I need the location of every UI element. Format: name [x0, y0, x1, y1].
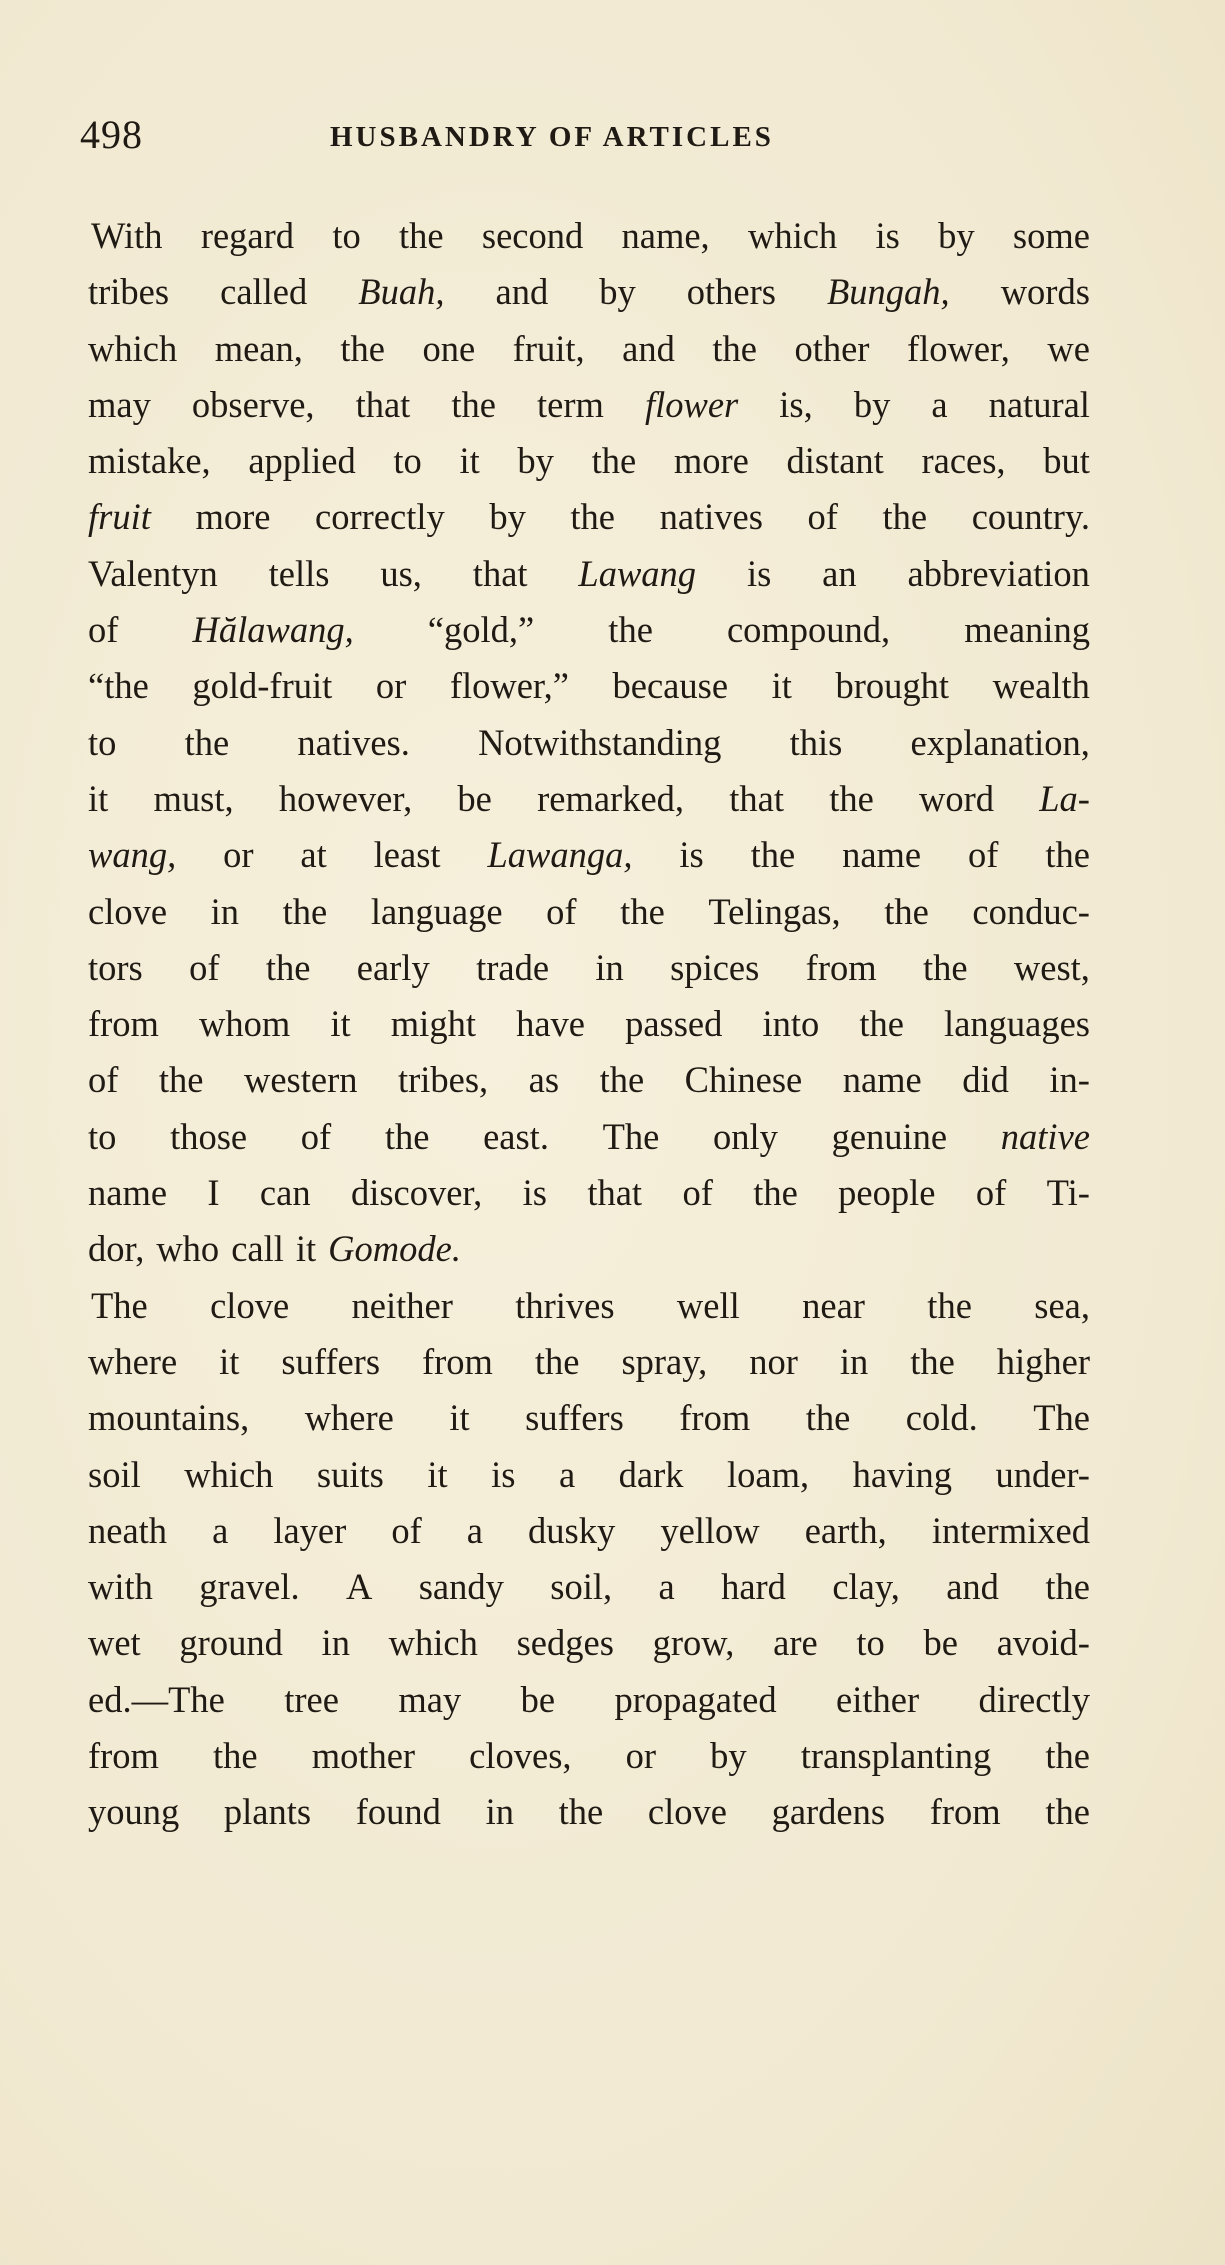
word: least [373, 834, 441, 876]
word: Chinese [684, 1059, 803, 1101]
word: of [975, 1172, 1007, 1214]
word: called [220, 271, 308, 313]
word: the [282, 890, 328, 932]
word: the [927, 1284, 972, 1326]
word: in [595, 946, 624, 988]
word: conduc- [972, 890, 1090, 932]
word: the [1045, 1791, 1090, 1833]
word: might [390, 1003, 476, 1045]
word: name [842, 1059, 922, 1101]
word: it [295, 1228, 317, 1270]
word: cold. [905, 1397, 978, 1439]
word: may [88, 383, 151, 425]
word: it [427, 1453, 448, 1495]
word: name [842, 834, 922, 876]
word: The [1033, 1397, 1090, 1439]
word: as [528, 1059, 560, 1101]
word: the [922, 946, 968, 988]
word: by [710, 1735, 747, 1777]
word: clay, [832, 1566, 900, 1608]
word: the [608, 609, 653, 651]
word: having [852, 1453, 952, 1495]
word: by [489, 496, 526, 538]
word: hard [721, 1566, 786, 1608]
word: name [88, 1172, 168, 1214]
word: by [938, 215, 975, 256]
word: applied [248, 440, 356, 482]
word: the [620, 890, 665, 932]
word: of [807, 496, 838, 538]
word: meaning [964, 609, 1090, 651]
word: flower [644, 383, 739, 425]
word: intermixed [931, 1509, 1090, 1551]
word: wealth [992, 665, 1090, 707]
word: of [189, 946, 220, 988]
word: I [207, 1172, 220, 1214]
text-line [88, 1052, 1090, 1108]
word: term [537, 383, 604, 425]
word: either [836, 1678, 920, 1720]
word: flower, [906, 327, 1010, 369]
word: must, [153, 777, 234, 819]
word: soil [88, 1453, 141, 1495]
word: fruit [88, 496, 151, 538]
word: fruit, [512, 327, 585, 369]
word: be [520, 1678, 556, 1720]
word: western [243, 1059, 358, 1101]
text-line [88, 1221, 1090, 1277]
word: because [612, 665, 729, 707]
word: near [802, 1284, 865, 1326]
word: to [856, 1622, 885, 1664]
word: yellow [660, 1509, 760, 1551]
word: others [686, 271, 776, 313]
word: remarked, [537, 777, 685, 819]
word: well [676, 1284, 740, 1326]
word: it [771, 665, 792, 707]
word: name, [621, 215, 710, 256]
word: abbreviation [907, 552, 1090, 594]
word: from [679, 1397, 751, 1439]
text-line [88, 658, 1090, 714]
word: the [1045, 1566, 1090, 1608]
word: Notwithstanding [478, 721, 722, 763]
word: is [522, 1172, 547, 1214]
word: the [1045, 1735, 1090, 1777]
word: cloves, [469, 1735, 572, 1777]
word: loam, [727, 1453, 810, 1495]
word: west, [1013, 946, 1090, 988]
word: however, [278, 777, 413, 819]
word: sedges [516, 1622, 614, 1664]
word: in [321, 1622, 350, 1664]
word: of [300, 1115, 332, 1157]
word: the [384, 1115, 430, 1157]
word: only [713, 1115, 778, 1157]
word: and [495, 271, 549, 313]
word: more [673, 440, 749, 482]
word: found [355, 1791, 441, 1833]
word: may [398, 1678, 462, 1720]
word: dusky [528, 1509, 616, 1551]
word: it [449, 1397, 470, 1439]
word: into [762, 1003, 820, 1045]
word: soil, [550, 1566, 613, 1608]
word: Lawanga, [487, 834, 633, 876]
word: suffers [525, 1397, 624, 1439]
word: it [219, 1340, 240, 1382]
word: it [88, 777, 109, 819]
word: the [591, 440, 637, 482]
word: mother [311, 1735, 416, 1777]
word: of [88, 609, 119, 651]
word: correctly [315, 496, 445, 538]
word: or [625, 1735, 657, 1777]
word: east. [483, 1115, 549, 1157]
word: avoid- [996, 1622, 1090, 1664]
word: and [622, 327, 675, 369]
word: to [88, 721, 117, 763]
word: in [210, 890, 240, 932]
word: from [88, 1003, 159, 1045]
word: to [332, 215, 361, 256]
word: genuine [831, 1115, 948, 1157]
word: call [231, 1228, 284, 1270]
word: La- [1039, 777, 1090, 819]
word: who [156, 1228, 220, 1270]
word: explanation, [910, 721, 1090, 763]
text-line [88, 1615, 1090, 1671]
word: from [929, 1791, 1001, 1833]
word: trade [476, 946, 550, 988]
text-line [88, 321, 1090, 377]
text-line [88, 1672, 1090, 1728]
word: Lawang [578, 552, 697, 594]
page-number: 498 [80, 112, 143, 157]
word: young [88, 1791, 180, 1833]
word: Valentyn [88, 552, 218, 594]
word: or [223, 834, 254, 876]
word: suffers [281, 1340, 381, 1382]
text-line [88, 602, 1090, 658]
text-line [88, 1728, 1090, 1784]
word: flower,” [449, 665, 569, 707]
word: be [457, 777, 492, 819]
word: ground [179, 1622, 283, 1664]
word: and [946, 1566, 999, 1608]
word: the [882, 496, 928, 538]
word: under- [995, 1453, 1090, 1495]
word: language [370, 890, 503, 932]
word: which [747, 215, 838, 256]
text-line [88, 827, 1090, 883]
word: those [170, 1115, 248, 1157]
word: can [259, 1172, 311, 1214]
word: the [910, 1340, 955, 1382]
text-line [88, 264, 1090, 320]
word: directly [978, 1678, 1090, 1720]
word: some [1012, 215, 1090, 256]
word: to [393, 440, 422, 482]
word: the [884, 890, 929, 932]
text-line [88, 1447, 1090, 1503]
word: a [931, 383, 948, 425]
word: in- [1049, 1059, 1090, 1101]
word: are [773, 1622, 818, 1664]
word: the [859, 1003, 904, 1045]
word: but [1043, 440, 1090, 482]
word: words [1000, 271, 1090, 313]
word: of [88, 1059, 119, 1101]
word: a [466, 1509, 483, 1551]
word: where [304, 1397, 394, 1439]
word: it [459, 440, 480, 482]
word: the [599, 1059, 645, 1101]
running-head: HUSBANDRY OF ARTICLES [330, 121, 774, 153]
word: from [422, 1340, 493, 1382]
word: of [546, 890, 577, 932]
word: at [300, 834, 327, 876]
word: the [340, 327, 385, 369]
word: that [729, 777, 784, 819]
word: the [750, 834, 796, 876]
word: discover, [350, 1172, 483, 1214]
text-line [88, 489, 1090, 545]
word: the [534, 1340, 580, 1382]
word: regard [200, 215, 295, 256]
word: tribes [88, 271, 170, 313]
word: early [356, 946, 430, 988]
word: this [789, 721, 843, 763]
word: Buah, [358, 271, 445, 313]
word: by [853, 383, 891, 425]
word: in [485, 1791, 514, 1833]
word: sandy [418, 1566, 504, 1608]
word: we [1047, 327, 1090, 369]
word: races, [921, 440, 1006, 482]
word: wang, [88, 834, 177, 876]
word: the [829, 777, 874, 819]
word: tribes, [397, 1059, 489, 1101]
word: distant [786, 440, 884, 482]
word: the [712, 327, 757, 369]
word: natives. [297, 721, 410, 763]
word: tells [268, 552, 330, 594]
text-line [88, 1109, 1090, 1165]
body-text [88, 208, 1090, 1841]
word: dark [618, 1453, 684, 1495]
word: transplanting [800, 1735, 992, 1777]
word: second [481, 215, 584, 256]
word: did [962, 1059, 1009, 1101]
word: from [805, 946, 877, 988]
word: wet [88, 1622, 141, 1664]
word: layer [273, 1509, 347, 1551]
text-line [88, 208, 1090, 264]
word: earth, [804, 1509, 887, 1551]
word: languages [944, 1003, 1090, 1045]
word: one [422, 327, 476, 369]
word: A [345, 1566, 373, 1608]
word: propagated [614, 1678, 777, 1720]
word: The [602, 1115, 660, 1157]
word: plants [223, 1791, 312, 1833]
word: us, [380, 552, 422, 594]
word: natives [659, 496, 763, 538]
text-line [88, 771, 1090, 827]
page-header [80, 110, 1100, 160]
word: gold-fruit [192, 665, 333, 707]
word: by [517, 440, 554, 482]
word: by [599, 271, 636, 313]
word: clove [647, 1791, 727, 1833]
word: clove [88, 890, 168, 932]
word: native [1000, 1115, 1090, 1157]
word: sea, [1034, 1284, 1090, 1326]
word: the [399, 215, 444, 256]
text-line [88, 884, 1090, 940]
word: The [91, 1284, 148, 1326]
word: of [682, 1172, 713, 1214]
word: spray, [621, 1340, 708, 1382]
word: mean, [214, 327, 303, 369]
word: thrives [515, 1284, 615, 1326]
word: an [822, 552, 857, 594]
word: dor, [88, 1228, 145, 1270]
word: the [805, 1397, 851, 1439]
word: clove [210, 1284, 290, 1326]
word: passed [625, 1003, 723, 1045]
paragraph [88, 1278, 1090, 1841]
word: the [184, 721, 230, 763]
word: is [746, 552, 772, 594]
word: neath [88, 1509, 168, 1551]
word: Bungah, [827, 271, 950, 313]
word: natural [988, 383, 1090, 425]
word: mistake, [88, 440, 211, 482]
word: tree [284, 1678, 339, 1720]
word: which [388, 1622, 478, 1664]
text-line [88, 1390, 1090, 1446]
word: a [212, 1509, 229, 1551]
word: other [794, 327, 870, 369]
text-line [88, 715, 1090, 771]
text-line [88, 1503, 1090, 1559]
word: spices [670, 946, 760, 988]
word: word [919, 777, 995, 819]
text-line [88, 377, 1090, 433]
word: be [923, 1622, 958, 1664]
word: with [88, 1566, 153, 1608]
word: to [88, 1115, 117, 1157]
word: from [88, 1735, 159, 1777]
word: of [391, 1509, 422, 1551]
word: that [472, 552, 528, 594]
word: the [213, 1735, 258, 1777]
paragraph [88, 208, 1090, 1278]
word: gardens [771, 1791, 886, 1833]
word: it [330, 1003, 351, 1045]
word: which [88, 327, 178, 369]
word: people [838, 1172, 936, 1214]
word: which [184, 1453, 274, 1495]
text-line [88, 940, 1090, 996]
word: of [968, 834, 999, 876]
word: Telingas, [708, 890, 841, 932]
word: the [558, 1791, 604, 1833]
word: have [516, 1003, 585, 1045]
word: that [355, 383, 411, 425]
text-line [88, 546, 1090, 602]
word: a [558, 1453, 576, 1495]
text-line [88, 1165, 1090, 1221]
text-line [88, 1784, 1090, 1840]
word: tors [88, 946, 143, 988]
word: whom [199, 1003, 291, 1045]
word: the [451, 383, 496, 425]
word: is [679, 834, 704, 876]
word: Hălawang, [192, 609, 354, 651]
word: is, [779, 383, 813, 425]
word: “gold,” [427, 609, 535, 651]
text-line [88, 996, 1090, 1052]
word: a [658, 1566, 675, 1608]
word: is [875, 215, 900, 256]
word: where [88, 1340, 178, 1382]
word: neither [351, 1284, 453, 1326]
word: “the [88, 665, 149, 707]
word: the [158, 1059, 204, 1101]
word: observe, [191, 383, 315, 425]
text-line [88, 433, 1090, 489]
word: mountains, [88, 1397, 250, 1439]
word: With [91, 215, 163, 256]
word: Gomode. [328, 1228, 461, 1270]
word: that [587, 1172, 643, 1214]
word: country. [971, 496, 1090, 538]
word: brought [835, 665, 950, 707]
text-line [88, 1278, 1090, 1334]
word: nor [749, 1340, 798, 1382]
word: more [195, 496, 271, 538]
word: the [265, 946, 311, 988]
word: in [839, 1340, 869, 1382]
text-line [88, 1559, 1090, 1615]
word: ed.—The [88, 1678, 225, 1720]
word: grow, [652, 1622, 735, 1664]
word: compound, [726, 609, 891, 651]
text-line [88, 1334, 1090, 1390]
word: is [491, 1453, 516, 1495]
word: the [1045, 834, 1090, 876]
word: suits [316, 1453, 384, 1495]
word: higher [996, 1340, 1090, 1382]
word: Ti- [1046, 1172, 1090, 1214]
word: the [753, 1172, 798, 1214]
word: or [375, 665, 407, 707]
word: gravel. [199, 1566, 300, 1608]
word: the [570, 496, 615, 538]
